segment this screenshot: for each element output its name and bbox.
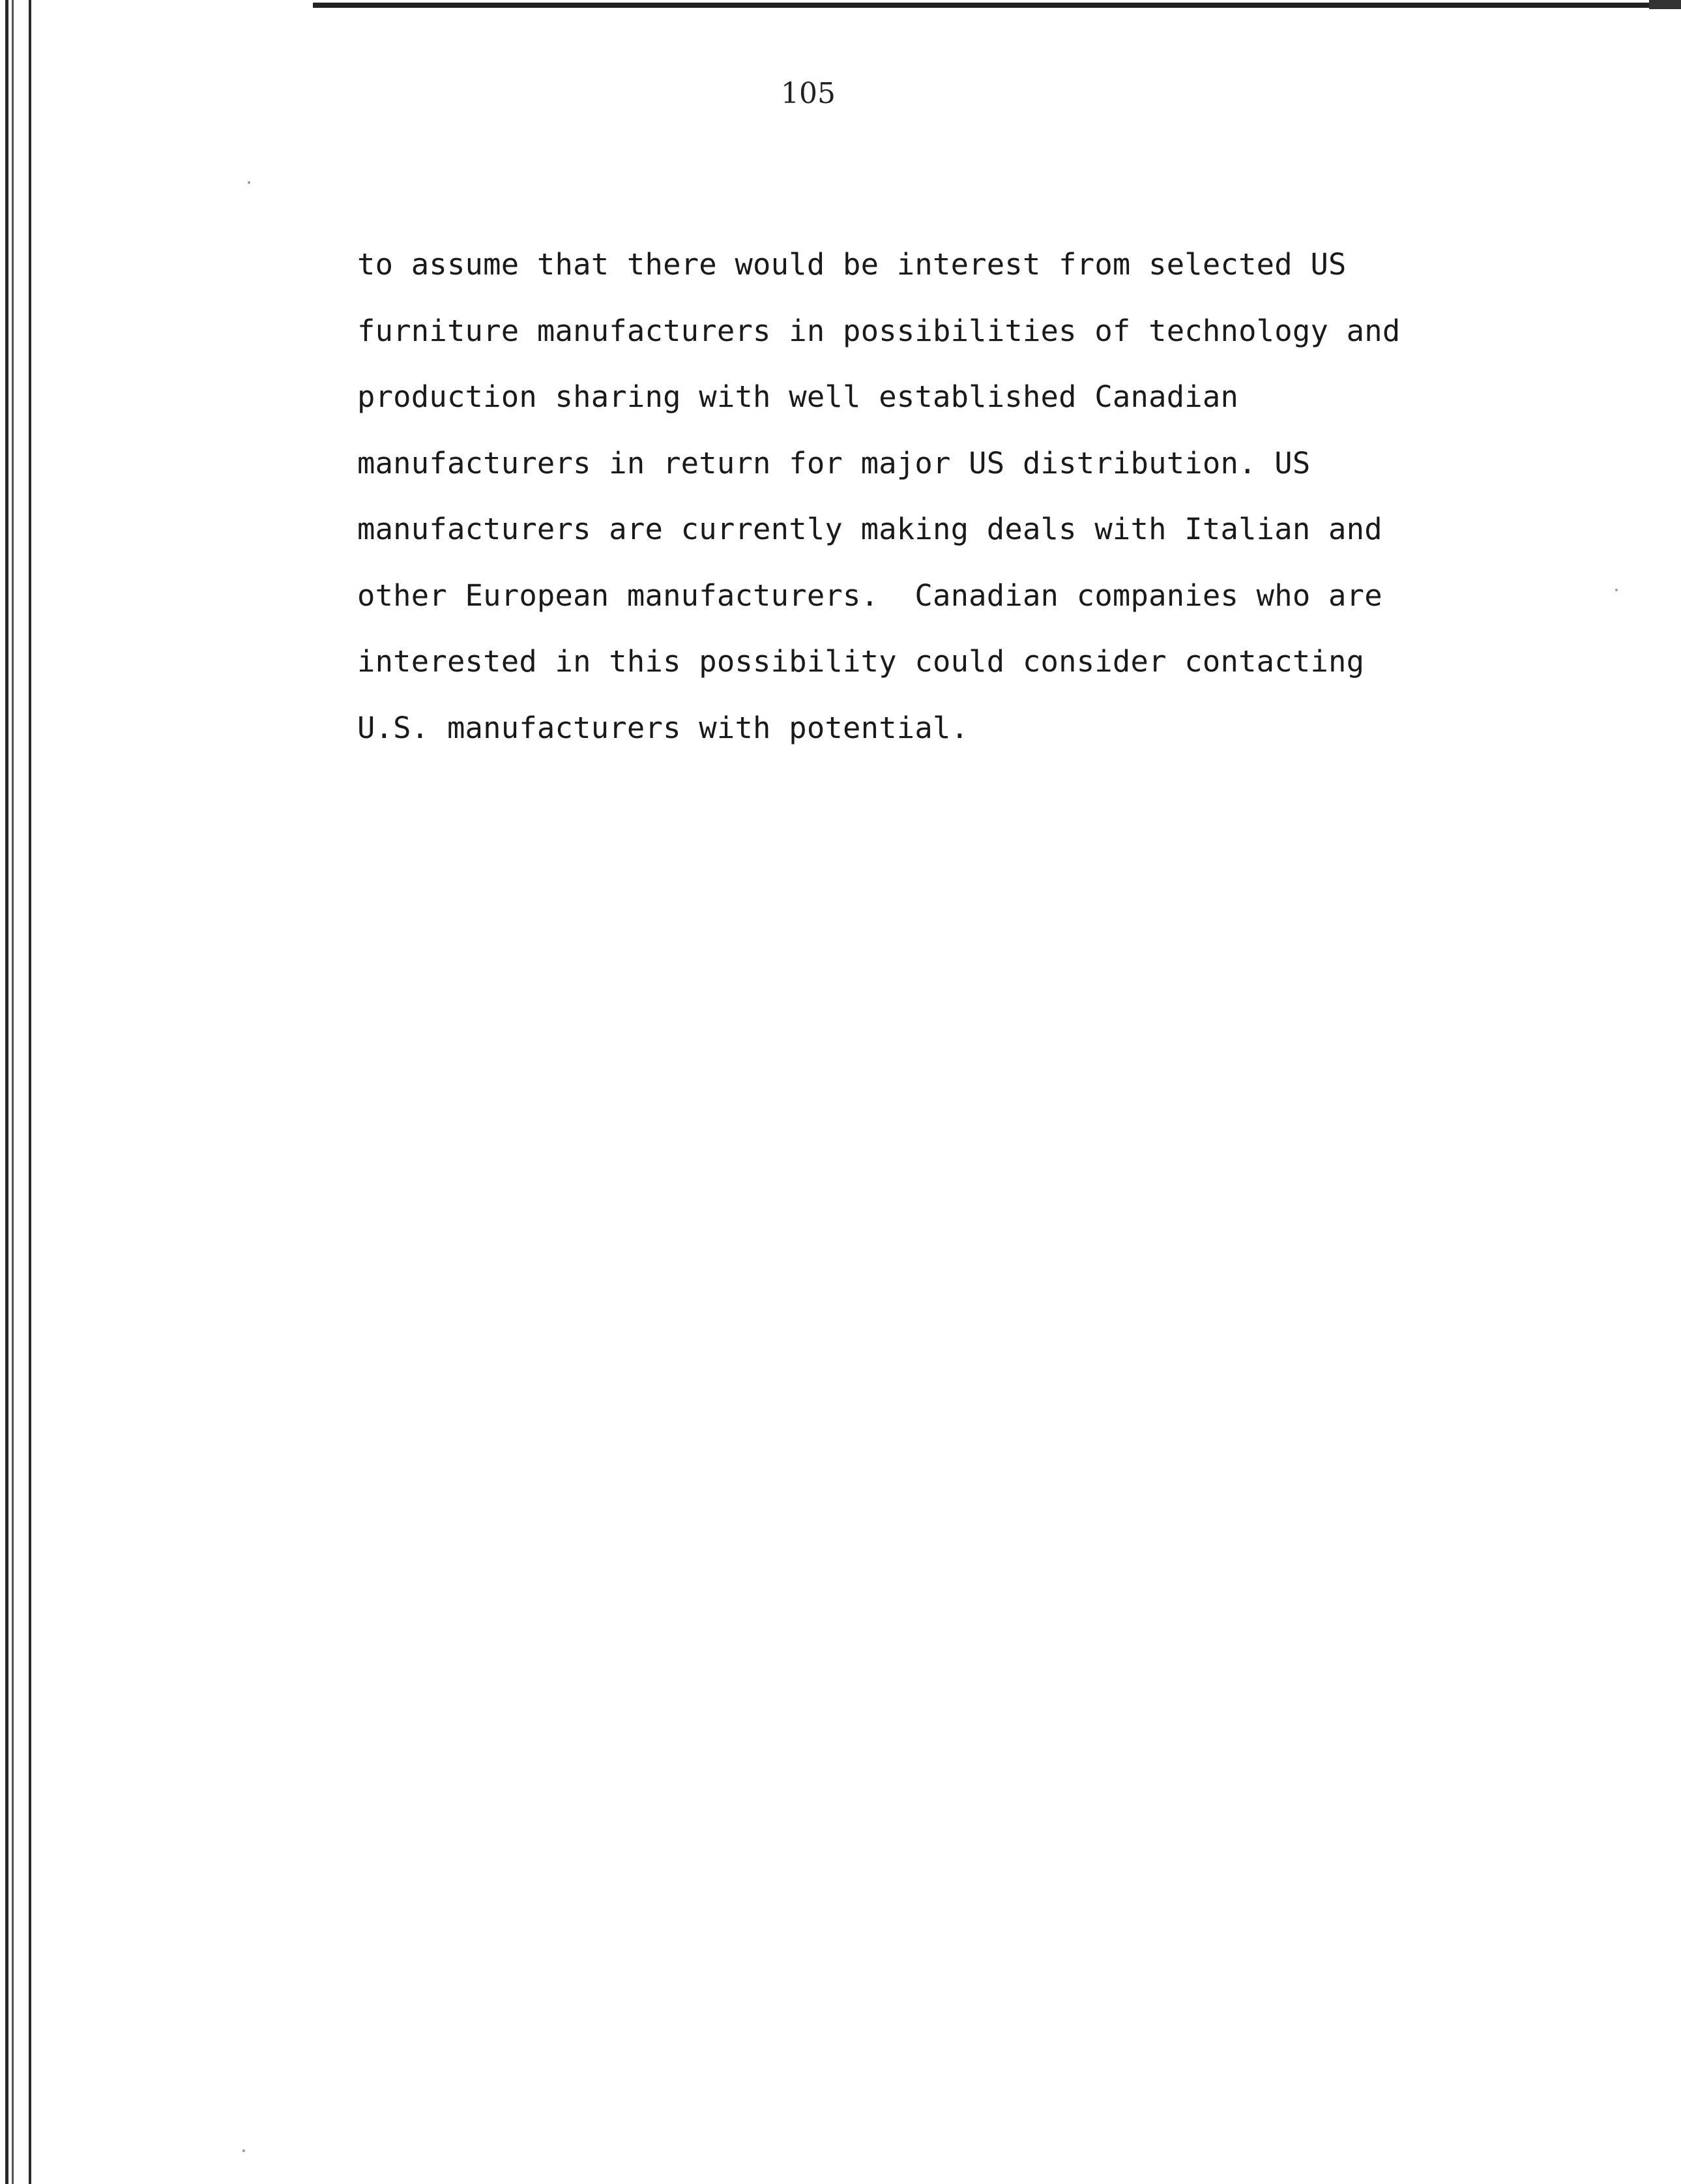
scan-border-top: [313, 3, 1669, 8]
text-line: furniture manufacturers in possibilities of technology and: [357, 313, 1401, 348]
text-line: other European manufacturers. Canadian companies who are: [357, 578, 1382, 613]
page-number: 105: [781, 77, 836, 110]
text-line: manufacturers in return for major US distribution. US: [357, 445, 1311, 480]
scan-speck: [1615, 589, 1618, 591]
text-line: to assume that there would be interest from selected US: [357, 247, 1347, 282]
scan-border-left: [5, 0, 35, 2184]
text-line: U.S. manufacturers with potential.: [357, 710, 969, 745]
text-line: production sharing with well established Canadian: [357, 379, 1239, 414]
text-line: manufacturers are currently making deals with Italian and: [357, 512, 1382, 546]
scan-border-top-corner: [1649, 0, 1681, 9]
scan-speck: [248, 181, 250, 184]
body-paragraph: [357, 231, 1401, 761]
scan-speck: [242, 2149, 245, 2152]
text-line: interested in this possibility could consider contacting: [357, 644, 1365, 679]
